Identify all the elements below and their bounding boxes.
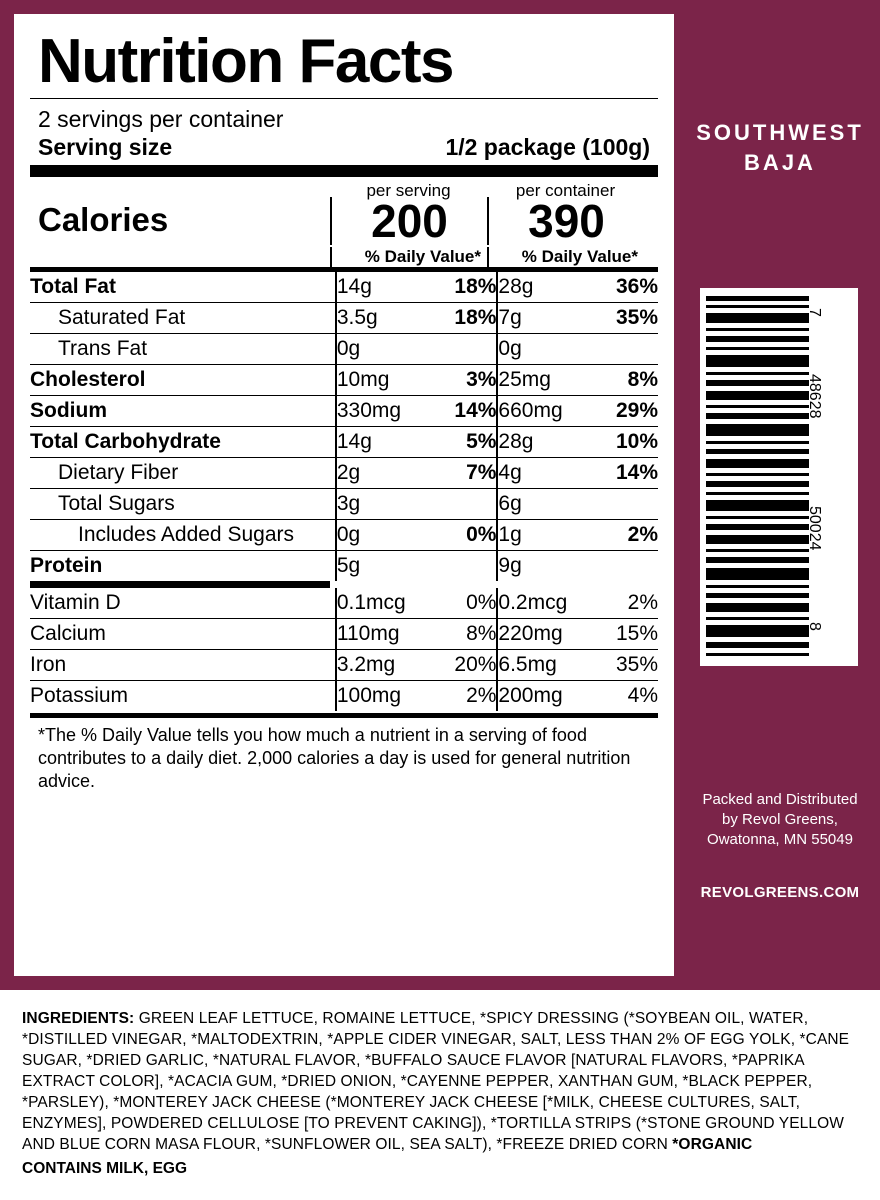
vitamin-amount-serving: 110mg <box>336 619 434 650</box>
table-row <box>30 551 658 582</box>
nutrient-dv-serving: 18% <box>454 275 497 298</box>
daily-value-header-row <box>30 247 658 267</box>
table-row <box>30 427 658 458</box>
nutrient-name: Cholesterol <box>30 365 336 396</box>
nutrient-dv-container: 29% <box>597 396 658 427</box>
barcode-bars <box>706 296 809 658</box>
nutrient-dv-serving: 7% <box>433 458 497 489</box>
divider-title <box>30 98 658 99</box>
packed-distributed-text <box>686 790 874 850</box>
vitamin-dv-serving: 2% <box>433 681 497 712</box>
table-row <box>30 396 658 427</box>
nutrient-table <box>30 272 658 581</box>
packed-line-3: Owatonna, MN 55049 <box>707 831 853 848</box>
nutrient-amount-container: 7g <box>497 303 597 334</box>
vitamin-amount-serving: 0.1mcg <box>336 588 434 619</box>
table-row <box>30 272 658 303</box>
vitamin-amount-container: 220mg <box>497 619 597 650</box>
page-title: Nutrition Facts <box>38 27 453 96</box>
dv-header-per-container: % Daily Value* <box>487 247 644 267</box>
table-row <box>30 650 658 681</box>
nutrient-amount-serving: 5g <box>336 551 434 582</box>
nutrient-name: Total Fat <box>30 275 116 298</box>
nutrient-amount-container: 28g <box>497 272 597 303</box>
ingredients-heading: INGREDIENTS: <box>22 1010 135 1027</box>
serving-size-value: 1/2 package (100g) <box>445 134 650 160</box>
serving-size-row <box>38 134 650 161</box>
barcode-digit-top: 7 <box>805 308 823 317</box>
serving-size-label: Serving size <box>38 134 173 160</box>
vitamin-dv-container: 2% <box>627 591 658 614</box>
divider-vitamins-spacer <box>328 581 658 588</box>
nutrient-dv-container <box>597 489 658 520</box>
nutrient-dv-serving <box>433 551 497 582</box>
table-row <box>30 588 658 619</box>
nutrient-amount-container: 1g <box>497 520 597 551</box>
vitamin-table <box>30 588 658 711</box>
vitamin-dv-serving: 0% <box>466 591 497 614</box>
calories-section <box>30 181 658 267</box>
nutrient-amount-container: 9g <box>497 551 597 582</box>
calories-label: Calories <box>38 201 169 238</box>
nutrient-dv-container: 8% <box>597 365 658 396</box>
table-row <box>30 681 658 712</box>
barcode-digit-bottom: 8 <box>805 622 823 631</box>
table-row <box>30 303 658 334</box>
nutrient-name: Total Carbohydrate <box>30 427 336 458</box>
vitamin-dv-serving: 8% <box>433 619 497 650</box>
nutrient-dv-serving <box>433 334 497 365</box>
divider-footnote <box>30 713 658 718</box>
vitamin-name: Iron <box>30 650 336 681</box>
table-row <box>30 334 658 365</box>
vitamin-dv-container: 35% <box>597 650 658 681</box>
allergen-statement: CONTAINS MILK, EGG <box>22 1160 188 1177</box>
flavor-name <box>690 118 870 178</box>
servings-per-container: 2 servings per container <box>38 106 284 132</box>
vitamin-name: Calcium <box>30 619 336 650</box>
nutrient-dv-container: 10% <box>597 427 658 458</box>
nutrient-name: Includes Added Sugars <box>30 520 336 551</box>
nutrient-amount-serving: 0g <box>336 520 434 551</box>
nutrient-name: Total Sugars <box>30 489 336 520</box>
ingredients-text <box>22 1008 862 1155</box>
calories-per-serving: 200 <box>330 197 487 245</box>
table-row <box>30 489 658 520</box>
barcode-digit-main: 48628 <box>805 374 823 419</box>
vitamin-amount-container: 200mg <box>497 681 597 712</box>
vitamin-dv-serving: 20% <box>433 650 497 681</box>
barcode-digits <box>805 296 852 658</box>
flavor-line-1: SOUTHWEST <box>696 120 864 145</box>
vitamin-amount-container: 0.2mcg <box>497 588 597 619</box>
nutrient-amount-serving: 3g <box>336 489 434 520</box>
nutrient-dv-serving: 14% <box>433 396 497 427</box>
nutrient-amount-container: 28g <box>497 427 597 458</box>
nutrient-dv-serving: 3% <box>433 365 497 396</box>
nutrient-name: Protein <box>30 551 336 582</box>
barcode-digit-mid: 50024 <box>805 506 823 551</box>
nutrient-amount-serving: 2g <box>336 458 434 489</box>
vitamin-name: Vitamin D <box>30 591 121 614</box>
vitamin-amount-container: 6.5mg <box>497 650 597 681</box>
nutrient-amount-serving: 0g <box>336 334 434 365</box>
daily-value-footnote: *The % Daily Value tells you how much a nutrient in a serving of food contributes to a daily diet. 2,000 calories a day is used for general nutrition advice. <box>38 725 631 791</box>
flavor-line-2: BAJA <box>744 150 816 175</box>
nutrient-amount-serving: 3.5g <box>336 303 434 334</box>
calories-row <box>30 197 658 245</box>
nutrient-amount-serving: 330mg <box>336 396 434 427</box>
nutrient-amount-serving: 10mg <box>336 365 434 396</box>
nutrient-dv-serving: 18% <box>433 303 497 334</box>
table-row <box>30 619 658 650</box>
nutrient-dv-container: 36% <box>615 275 658 298</box>
dv-spacer <box>30 247 330 267</box>
dv-header-per-serving: % Daily Value* <box>330 247 487 267</box>
nutrient-dv-serving: 0% <box>433 520 497 551</box>
vitamin-amount-serving: 100mg <box>336 681 434 712</box>
nutrient-amount-container: 0g <box>497 334 597 365</box>
vitamin-name: Potassium <box>30 681 336 712</box>
nutrient-dv-container: 35% <box>597 303 658 334</box>
packed-line-2: by Revol Greens, <box>722 811 838 828</box>
divider-vitamins-wrap <box>30 581 658 588</box>
nutrient-name: Saturated Fat <box>30 303 336 334</box>
divider-heavy-top <box>30 165 658 177</box>
nutrient-amount-container: 6g <box>497 489 597 520</box>
vitamin-dv-container: 15% <box>597 619 658 650</box>
nutrient-amount-container: 4g <box>497 458 597 489</box>
nutrient-amount-container: 660mg <box>497 396 597 427</box>
nutrient-name: Sodium <box>30 396 336 427</box>
nutrient-name: Trans Fat <box>30 334 336 365</box>
table-row <box>30 365 658 396</box>
nutrient-dv-container: 14% <box>597 458 658 489</box>
vitamin-amount-serving: 3.2mg <box>336 650 434 681</box>
ingredients-body: GREEN LEAF LETTUCE, ROMAINE LETTUCE, *SPICY DRESSING (*SOYBEAN OIL, WATER, *DISTILLED VINEGAR, *MALTODEXTRIN, *APPLE CIDER VINEGAR, SALT, LESS THAN 2% OF EGG YOLK, *CANE SUGAR, *DRIED GARLIC, *NATURAL FLAVOR, *BUFFALO SAUCE FLAVOR [NATURAL FLAVORS, *PAPRIKA EXTRACT COLOR], *ACACIA GUM, *DRIED ONION, *CAYENNE PEPPER, XANTHAN GUM, *BLACK PEPPER, *PARSLEY), *MONTEREY JACK CHEESE (*MONTEREY JACK CHEESE [*MILK, CHEESE CULTURES, SALT, ENZYMES], POWDERED CELLULOSE [TO PREVENT CAKING]), *TORTILLA STRIPS (*STONE GROUND YELLOW AND BLUE CORN MASA FLOUR, *SUNFLOWER OIL, SEA SALT), *FREEZE DRIED CORN <box>22 1010 850 1153</box>
nutrient-dv-serving <box>433 489 497 520</box>
website-url[interactable]: REVOLGREENS.COM <box>700 884 860 901</box>
calories-per-container: 390 <box>487 197 644 245</box>
nutrient-dv-container: 2% <box>597 520 658 551</box>
barcode <box>700 288 858 666</box>
nutrient-dv-serving: 5% <box>433 427 497 458</box>
table-row <box>30 458 658 489</box>
packed-line-1: Packed and Distributed <box>702 791 858 808</box>
nutrient-dv-container <box>597 334 658 365</box>
nutrient-amount-serving: 14g <box>336 427 434 458</box>
table-row <box>30 520 658 551</box>
nutrient-amount-serving: 14g <box>336 272 434 303</box>
organic-note: *ORGANIC <box>672 1136 753 1153</box>
column-header-per-container: per container <box>515 181 616 200</box>
nutrition-facts-panel <box>14 14 674 976</box>
nutrient-dv-container <box>597 551 658 582</box>
nutrient-amount-container: 25mg <box>497 365 597 396</box>
nutrient-name: Dietary Fiber <box>30 458 336 489</box>
vitamin-dv-container: 4% <box>597 681 658 712</box>
column-header-per-serving: per serving <box>366 181 451 200</box>
divider-heavy-vitamins <box>30 581 328 588</box>
